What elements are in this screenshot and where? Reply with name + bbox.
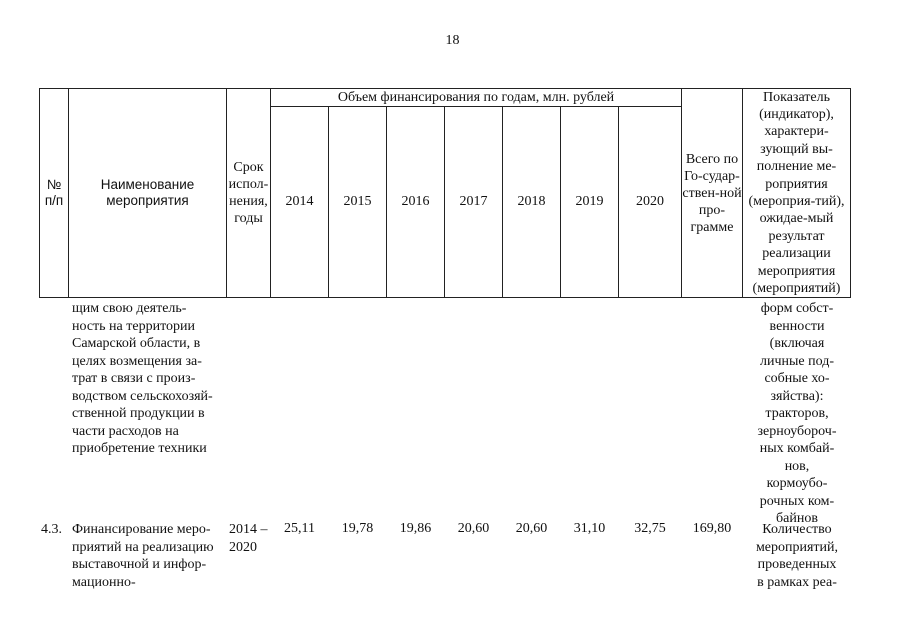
text-line: зяйства): — [770, 388, 824, 404]
row-number: 4.3. — [41, 522, 62, 537]
page-number: 18 — [445, 33, 460, 48]
continued-indicator-cell — [744, 300, 850, 528]
text-line: ных комбай- — [759, 441, 835, 456]
value-2016: 19,86 — [399, 521, 432, 536]
text-line: (включая — [769, 336, 825, 351]
header-funding-group: Объем финансирования по годам, млн. рублей — [337, 89, 615, 105]
text-line: приятий на реализацию — [72, 539, 214, 555]
text-line: в рамках реа- — [757, 574, 837, 590]
text-line: тракторов, — [765, 406, 829, 421]
text-line: кормоубо- — [766, 476, 828, 491]
text-line: собные хо- — [764, 371, 830, 386]
header-year: 2018 — [517, 194, 546, 209]
text-line: 2020 — [229, 539, 257, 555]
text-line: зерноубороч- — [757, 423, 837, 439]
text-line: венности — [769, 318, 825, 334]
continued-name-cell — [72, 300, 224, 458]
text-line: мероприятий, — [755, 539, 839, 555]
text-line: 2014 – — [229, 522, 268, 537]
text-line: Количество — [762, 522, 832, 537]
header-bottom-border — [39, 297, 851, 298]
row-name-cell — [72, 521, 230, 591]
header-year: 2015 — [343, 194, 372, 209]
header-year: 2014 — [285, 194, 314, 209]
row-indicator-cell — [744, 521, 850, 591]
value-2015: 19,78 — [341, 521, 374, 536]
value-total: 169,80 — [692, 521, 732, 536]
header-col-term: Срок испол-нения, годы — [228, 160, 269, 226]
text-line: ность на территории — [72, 318, 196, 334]
header-col-indicator: Показатель (индикатор), характери-зующий вы-полнение ме-роприятия (мероприя-тий), ожидае-мый результат реализации мероприятия (мероприятий) — [748, 89, 845, 297]
value-2014: 25,11 — [284, 521, 315, 536]
header-col-name: Наименование мероприятия — [100, 177, 195, 208]
header-year: 2020 — [636, 194, 664, 209]
text-line: ственной продукции в — [72, 406, 205, 421]
header-col-no: № п/п — [44, 177, 64, 208]
text-line: мационно- — [72, 574, 136, 590]
text-line: байнов — [776, 511, 818, 526]
text-line: целях возмещения за- — [72, 353, 202, 369]
text-line: Самарской области, в — [72, 336, 201, 351]
text-line: щим свою деятель- — [72, 301, 187, 316]
text-line: части расходов на — [72, 423, 179, 439]
text-line: трат в связи с произ- — [72, 371, 196, 386]
value-2018: 20,60 — [515, 521, 548, 536]
row-term-cell — [229, 521, 274, 556]
value-2019: 31,10 — [573, 521, 606, 536]
text-line: Финансирование меро- — [72, 522, 211, 537]
text-line: форм собст- — [760, 301, 834, 316]
value-2020: 32,75 — [634, 521, 666, 536]
col-border — [850, 88, 851, 298]
header-year: 2016 — [401, 194, 430, 209]
text-line: личные под- — [759, 353, 834, 369]
text-line: водством сельскохозяй- — [72, 388, 213, 404]
text-line: проведенных — [757, 557, 837, 572]
header-year: 2017 — [459, 194, 488, 209]
value-2017: 20,60 — [457, 521, 490, 536]
text-line: рочных ком- — [759, 493, 835, 509]
header-col-total: Всего по Го-судар-ствен-ной про-грамме — [682, 151, 742, 235]
text-line: приобретение техники — [72, 441, 207, 456]
text-line: выставочной и инфор- — [72, 557, 207, 572]
text-line: нов, — [784, 458, 810, 474]
header-year: 2019 — [575, 194, 604, 209]
